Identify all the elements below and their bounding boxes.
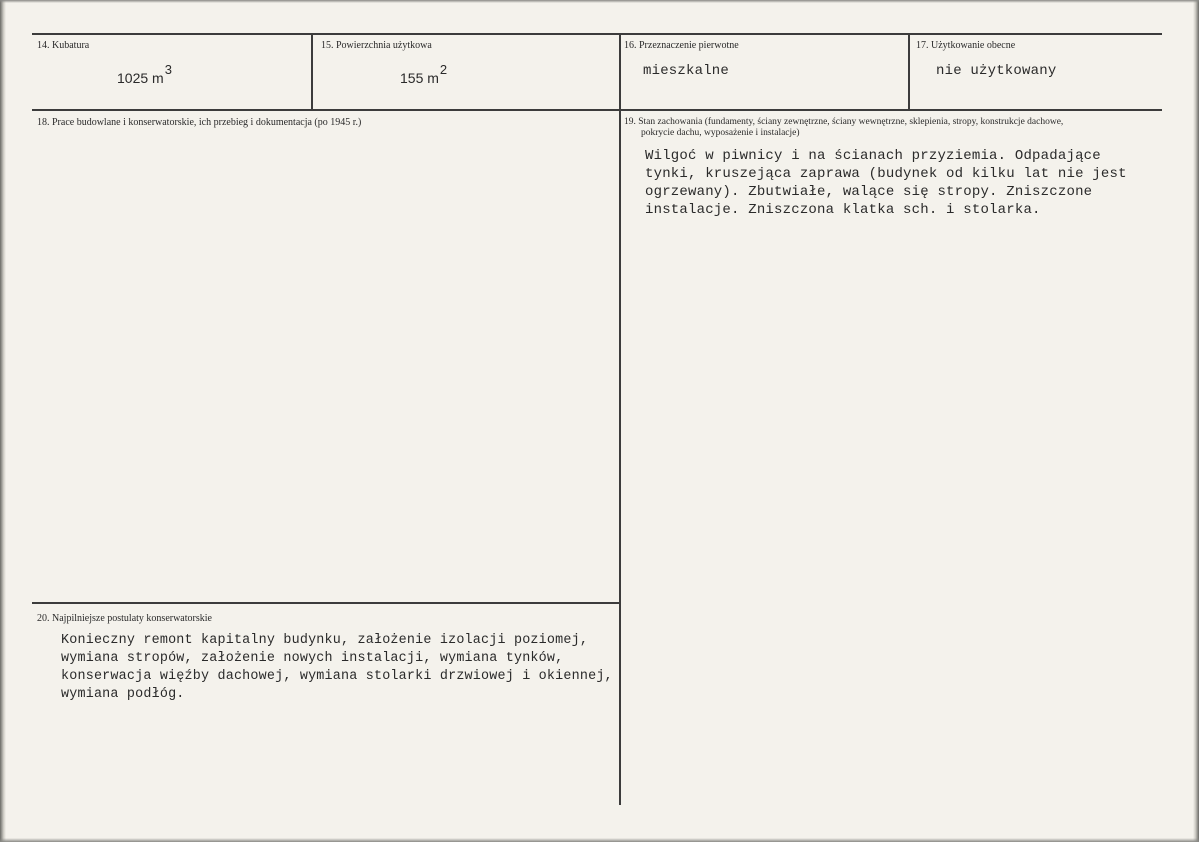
powierzchnia-value [400,62,447,86]
powierzchnia-value-text: 155 m [400,70,439,86]
postulaty-text-line-1: Konieczny remont kapitalny budynku, założenie izolacji poziomej, [61,633,589,648]
powierzchnia-unit-exponent: 2 [439,62,448,77]
column-divider-3 [908,33,910,110]
stan-text-line-4: instalacje. Zniszczona klatka sch. i stolarka. [645,202,1041,218]
uzytkowanie-value: nie użytkowany [936,63,1057,79]
scan-edge-top [0,0,1199,3]
kubatura-value [117,62,172,86]
column-divider-1 [311,33,313,110]
stan-text-line-2: tynki, kruszejąca zaprawa (budynek od kilku lat nie jest [645,166,1127,182]
row-divider-2 [32,602,620,604]
przeznaczenie-label: 16. Przeznaczenie pierwotne [624,40,739,51]
scan-edge-left [0,0,6,842]
przeznaczenie-value: mieszkalne [643,63,730,79]
stan-label-line-2: pokrycie dachu, wyposażenie i instalacje) [641,128,800,138]
stan-text-line-1: Wilgoć w piwnicy i na ścianach przyziemia. Odpadające [645,148,1101,164]
kubatura-unit-exponent: 3 [164,62,172,77]
postulaty-text-line-4: wymiana podłóg. [61,687,185,702]
top-border [32,33,1162,35]
scan-edge-bottom [0,838,1199,842]
kubatura-value-text: 1025 m [117,70,164,86]
scan-edge-right [1193,0,1199,842]
kubatura-label: 14. Kubatura [37,40,90,51]
stan-label-line-1: 19. Stan zachowania (fundamenty, ściany zewnętrzne, ściany wewnętrzne, sklepienia, stropy, konstrukcje dachowe, [624,117,1064,127]
powierzchnia-label: 15. Powierzchnia użytkowa [321,40,432,51]
stan-text-line-3: ogrzewany). Zbutwiałe, walące się stropy. Zniszczone [645,184,1093,200]
postulaty-label: 20. Najpilniejsze postulaty konserwatorskie [37,613,212,624]
postulaty-text-line-3: konserwacja więźby dachowej, wymiana stolarki drzwiowej i okiennej, [61,669,613,684]
row-divider-1 [32,109,1162,111]
prace-label: 18. Prace budowlane i konserwatorskie, ich przebieg i dokumentacja (po 1945 r.) [37,117,362,128]
column-divider-main [619,33,621,805]
postulaty-text-line-2: wymiana stropów, założenie nowych instalacji, wymiana tynków, [61,651,564,666]
uzytkowanie-label: 17. Użytkowanie obecne [916,40,1016,51]
